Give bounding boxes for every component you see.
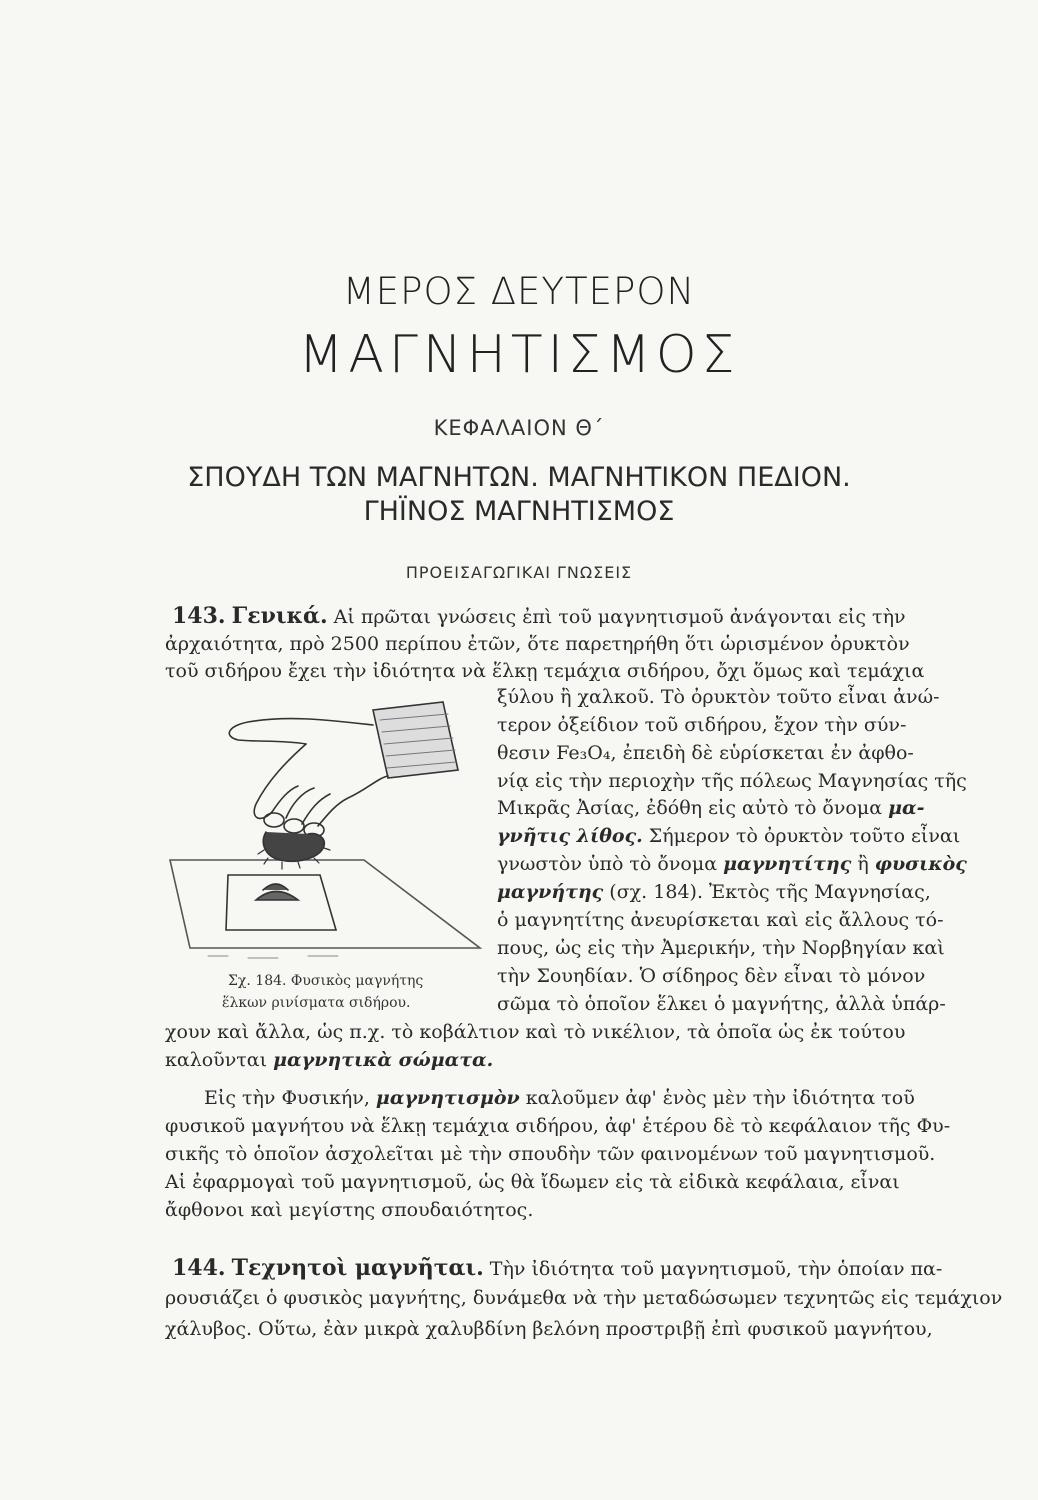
section-144-number: 144.: [172, 1255, 226, 1281]
text-line: ἀρχαιότητα, πρὸ 2500 περίπου ἐτῶν, ὅτε παρετηρήθη ὅτι ὡρισμένον ὀρυκτὸν: [165, 633, 910, 655]
text-span: καλοῦνται: [165, 1049, 274, 1071]
text-span: (σχ. 184). Ἐκτὸς τῆς Μαγνησίας,: [603, 881, 931, 903]
text-line: φυσικοῦ μαγνήτου νὰ ἕλκῃ τεμάχια σιδήρου, ἀφ' ἑτέρου δὲ τὸ κεφάλαιον τῆς Φυ-: [165, 1115, 951, 1137]
text-span: Μικρᾶς Ἀσίας, ἐδόθη εἰς αὐτὸ τὸ ὄνομα: [497, 797, 889, 819]
text-line: Τὴν ἰδιότητα τοῦ μαγνητισμοῦ, τὴν ὁποίαν πα-: [489, 1258, 943, 1280]
chapter-title-line-1: ΣΠΟΥΔΗ ΤΩΝ ΜΑΓΝΗΤΩΝ. ΜΑΓΝΗΤΙΚΟΝ ΠΕΔΙΟΝ.: [187, 462, 851, 493]
figure-caption-line-2: ἕλκων ρινίσματα σιδήρου.: [222, 995, 411, 1011]
magnet-hand-illustration: [168, 700, 498, 970]
text-line: νίᾳ εἰς τὴν περιοχὴν τῆς πόλεως Μαγνησίας τῆς: [497, 770, 967, 792]
main-title: ΜΑΓΝΗΤΙΣΜΟΣ: [298, 325, 740, 385]
text-span: ἢ: [851, 853, 875, 875]
text-line: ὁ μαγνητίτης ἀνευρίσκεται καὶ εἰς ἄλλους τό-: [497, 909, 944, 931]
text-line: [497, 825, 960, 847]
text-span: Σήμερον τὸ ὀρυκτὸν τοῦτο εἶναι: [642, 825, 961, 847]
bold-term: μαγνητίτης: [723, 853, 852, 875]
text-line: σῶμα τὸ ὁποῖον ἕλκει ὁ μαγνήτης, ἀλλὰ ὑπάρ-: [497, 993, 946, 1015]
chapter-number: ΚΕΦΑΛΑΙΟΝ Θ΄: [433, 416, 605, 440]
text-line: Αἱ ἐφαρμογαὶ τοῦ μαγνητισμοῦ, ὡς θὰ ἴδωμεν εἰς τὰ εἰδικὰ κεφάλαια, εἶναι: [165, 1171, 900, 1193]
text-line: χουν καὶ ἄλλα, ὡς π.χ. τὸ κοβάλτιον καὶ τὸ νικέλιον, τὰ ὁποῖα ὡς ἐκ τούτου: [165, 1021, 906, 1043]
part-title: ΜΕΡΟΣ ΔΕΥΤΕΡΟΝ: [342, 270, 696, 313]
text-line: τερον ὀξείδιον τοῦ σιδήρου, ἔχον τὴν σύν-: [497, 714, 907, 736]
bold-term: μαγνητικὰ σώματα.: [273, 1049, 494, 1071]
text-span: Εἰς τὴν Φυσικήν,: [204, 1087, 376, 1109]
text-line: [497, 881, 931, 903]
section-143-heading: Γενικά.: [231, 603, 328, 629]
chapter-title-line-2: ΓΗΪΝΟΣ ΜΑΓΝΗΤΙΣΜΟΣ: [363, 496, 675, 527]
text-line: πους, ὡς εἰς τὴν Ἀμερικήν, τὴν Νορβηγίαν καὶ: [497, 937, 945, 959]
figure-184: [168, 700, 498, 970]
text-line: [204, 1087, 915, 1109]
text-line: Αἱ πρῶται γνώσεις ἐπὶ τοῦ μαγνητισμοῦ ἀνάγονται εἰς τὴν: [333, 606, 906, 628]
text-span: καλοῦμεν ἀφ' ἑνὸς μὲν τὴν ἰδιότητα τοῦ: [519, 1087, 915, 1109]
section-subheading: ΠΡΟΕΙΣΑΓΩΓΙΚΑΙ ΓΝΩΣΕΙΣ: [405, 563, 633, 582]
text-line: [497, 853, 967, 875]
bold-term: φυσικὸς: [874, 853, 967, 875]
text-line: χάλυβος. Οὕτω, ἐὰν μικρὰ χαλυβδίνη βελόνη προστριβῇ ἐπὶ φυσικοῦ μαγνήτου,: [165, 1318, 933, 1340]
text-line: θεσιν Fe₃O₄, ἐπειδὴ δὲ εὑρίσκεται ἐν ἀφθο-: [497, 742, 914, 764]
text-line: τοῦ σιδήρου ἔχει τὴν ἰδιότητα νὰ ἕλκῃ τεμάχια σιδήρου, ὄχι ὅμως καὶ τεμάχια: [165, 660, 925, 682]
bold-term: μαγνητισμὸν: [375, 1087, 520, 1109]
text-span: γνωστὸν ὑπὸ τὸ ὄνομα: [497, 853, 724, 875]
text-line: [165, 1049, 493, 1071]
figure-caption-line-1: Σχ. 184. Φυσικὸς μαγνήτης: [228, 973, 424, 989]
text-line: ἄφθονοι καὶ μεγίστης σπουδαιότητος.: [165, 1199, 534, 1221]
bold-term: γνῆτις λίθος.: [497, 825, 643, 847]
text-line: τὴν Σουηδίαν. Ὁ σίδηρος δὲν εἶναι τὸ μόνον: [497, 965, 926, 987]
bold-term: μα-: [888, 797, 925, 819]
text-line: ρουσιάζει ὁ φυσικὸς μαγνήτης, δυνάμεθα νὰ τὴν μεταδώσωμεν τεχνητῶς εἰς τεμάχιον: [165, 1287, 1003, 1309]
text-line: σικῆς τὸ ὁποῖον ἀσχολεῖται μὲ τὴν σπουδὴν τῶν φαινομένων τοῦ μαγνητισμοῦ.: [165, 1143, 936, 1165]
section-143-number: 143.: [172, 603, 226, 629]
section-143-first-line: [172, 603, 906, 629]
section-144-heading: Τεχνητοὶ μαγνῆται.: [231, 1255, 484, 1281]
bold-term: μαγνήτης: [497, 881, 604, 903]
text-line: ξύλου ἢ χαλκοῦ. Τὸ ὀρυκτὸν τοῦτο εἶναι ἀνώ-: [497, 686, 940, 708]
text-line: [497, 797, 925, 819]
section-144-first-line: [172, 1255, 942, 1281]
